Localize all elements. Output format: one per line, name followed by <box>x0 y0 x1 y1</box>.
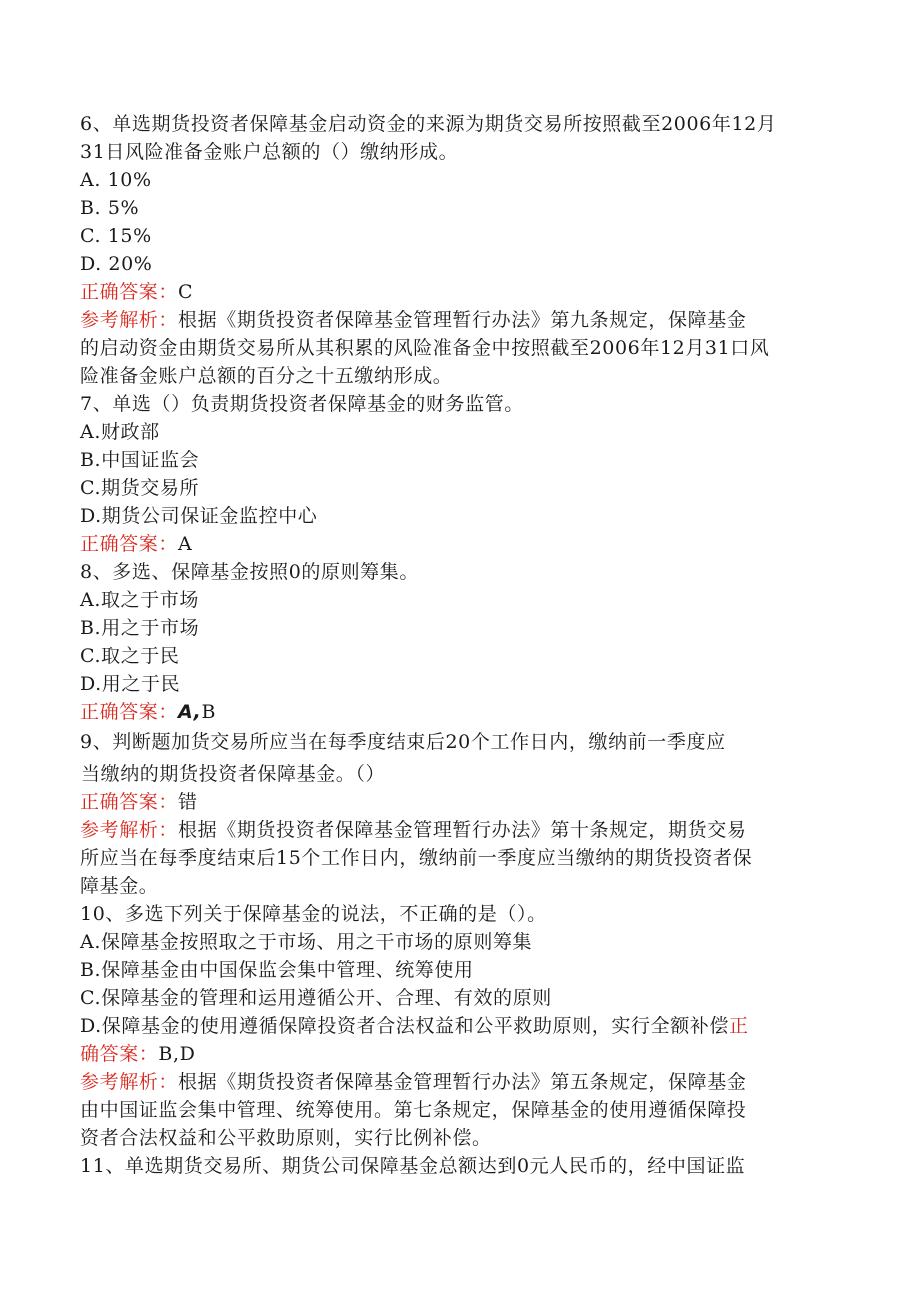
analysis-text: 根据《期货投资者保障基金管理暂行办法》第十条规定，期货交易 <box>178 819 747 841</box>
answer-value: A <box>178 533 193 555</box>
question-6-option-c: C. 15% <box>80 225 152 247</box>
question-10-option-d <box>80 1012 749 1040</box>
option-text: D.保障基金的使用遵循保障投资者合法权益和公平救助原则，实行全额补偿 <box>80 1015 729 1037</box>
question-8-answer <box>80 698 216 726</box>
question-7-text: 7、单选（）负责期货投资者保障基金的财务监管。 <box>80 393 524 415</box>
question-7-option-a: A.财政部 <box>80 421 160 443</box>
analysis-label: 参考解析： <box>80 819 179 841</box>
question-8-option-a: A.取之于市场 <box>80 589 199 611</box>
question-10-analysis-cont: 由中国证监会集中管理、统筹使用。第七条规定，保障基金的使用遵循保障投 <box>80 1099 747 1121</box>
answer-label: 正确答案： <box>80 281 179 303</box>
answer-label-start: 正 <box>729 1015 749 1037</box>
question-6-option-d: D. 20% <box>80 253 153 275</box>
question-6-option-b: B. 5% <box>80 197 140 219</box>
analysis-text: 根据《期货投资者保障基金管理暂行办法》第五条规定，保障基金 <box>178 1071 747 1093</box>
answer-value-b: B <box>201 701 217 723</box>
answer-value: 错 <box>178 791 198 813</box>
question-6-text-cont: 31日风险准备金账户总额的（）缴纳形成。 <box>80 141 459 163</box>
answer-label: 正确答案： <box>80 701 179 723</box>
answer-label: 正确答案： <box>80 791 179 813</box>
question-7-answer <box>80 530 192 558</box>
question-6-answer <box>80 278 193 306</box>
question-8-text: 8、多选、保障基金按照0的原则筹集。 <box>80 561 419 583</box>
question-10-analysis-cont2: 资者合法权益和公平救助原则，实行比例补偿。 <box>80 1127 492 1149</box>
question-7-option-d: D.期货公司保证金监控中心 <box>80 505 318 527</box>
question-8-option-b: B.用之于市场 <box>80 617 200 639</box>
question-9-analysis <box>80 816 746 844</box>
answer-value-a: A, <box>178 701 202 723</box>
question-11-text: 11、单选期货交易所、期货公司保障基金总额达到0元人民币的，经中国证监 <box>80 1155 746 1177</box>
question-6-analysis <box>80 306 746 334</box>
question-10-text: 10、多选下列关于保障基金的说法，不正确的是（）。 <box>80 903 547 925</box>
question-6-analysis-cont2: 险准备金账户总额的百分之十五缴纳形成。 <box>80 365 453 387</box>
question-6-analysis-cont: 的启动资金由期货交易所从其积累的风险准备金中按照截至2006年12月31口风 <box>80 337 770 359</box>
question-9-text-cont: 当缴纳的期货投资者保障基金。（） <box>81 763 386 785</box>
analysis-label: 参考解析： <box>80 1071 179 1093</box>
question-10-analysis <box>80 1068 746 1096</box>
question-8-option-c: C.取之于民 <box>80 645 180 667</box>
question-7-option-c: C.期货交易所 <box>80 477 200 499</box>
question-7-option-b: B.中国证监会 <box>80 449 200 471</box>
question-10-option-a: A.保障基金按照取之于市场、用之干市场的原则筹集 <box>80 931 533 953</box>
question-9-analysis-cont: 所应当在每季度结束后15个工作日内，缴纳前一季度应当缴纳的期货投资者保 <box>80 847 753 869</box>
analysis-label: 参考解析： <box>80 309 179 331</box>
analysis-text: 根据《期货投资者保障基金管理暂行办法》第九条规定，保障基金 <box>178 309 747 331</box>
answer-value: C <box>178 281 194 303</box>
question-10-answer <box>80 1040 195 1068</box>
question-10-option-b: B.保障基金由中国保监会集中管理、统筹使用 <box>80 959 474 981</box>
question-9-answer <box>80 788 198 816</box>
answer-label: 正确答案： <box>80 533 179 555</box>
answer-value: B,D <box>158 1043 196 1065</box>
question-6-text: 6、单选期货投资者保障基金启动资金的来源为期货交易所按照截至2006年12月 <box>80 113 777 135</box>
question-9-analysis-cont2: 障基金。 <box>80 875 159 897</box>
question-9-text: 9、判断题加货交易所应当在每季度结束后20个工作日内，缴纳前一季度应 <box>80 731 726 753</box>
question-6-option-a: A. 10% <box>80 169 152 191</box>
answer-label-end: 确答案： <box>80 1043 159 1065</box>
question-10-option-c: C.保障基金的管理和运用遵循公开、合理、有效的原则 <box>80 987 552 1009</box>
question-8-option-d: D.用之于民 <box>80 673 181 695</box>
